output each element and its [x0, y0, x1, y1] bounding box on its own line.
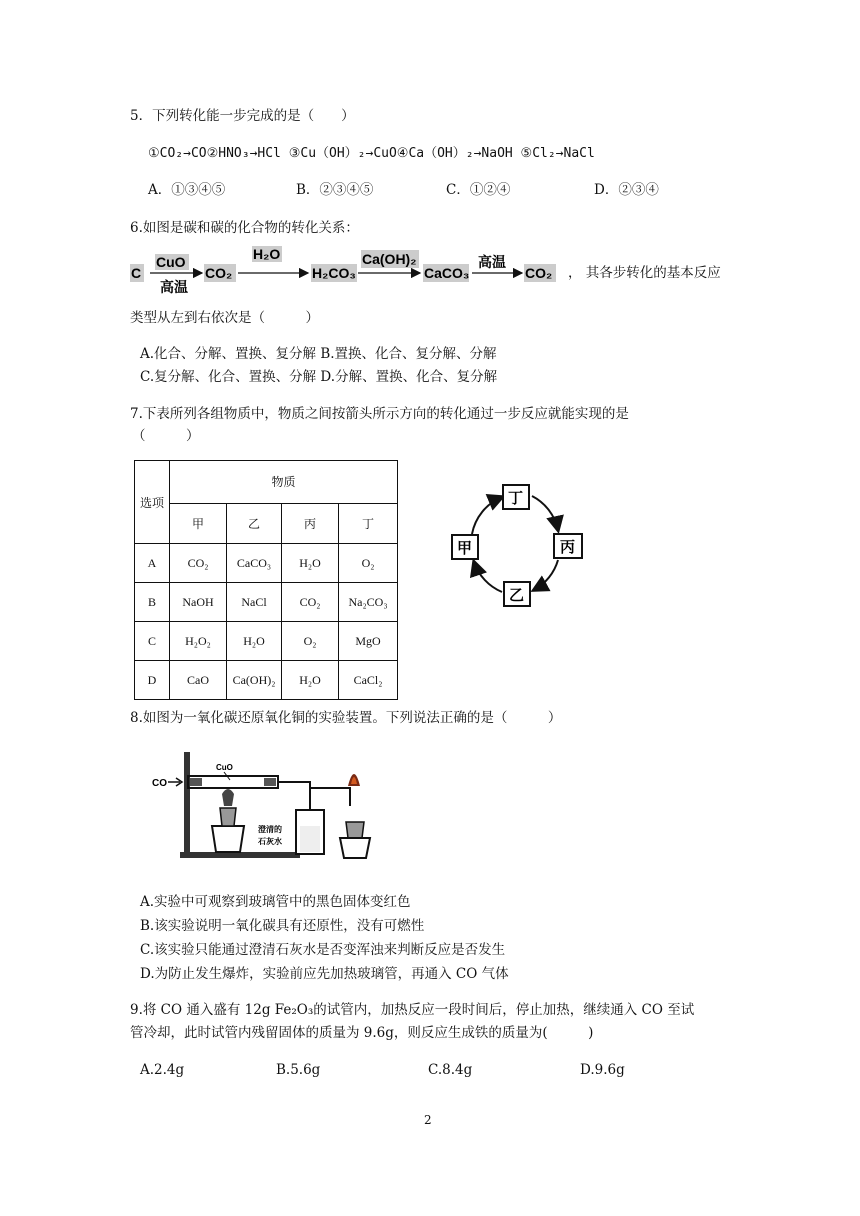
q6-title: 6.如图是碳和碳的化合物的转化关系： [130, 220, 359, 236]
chain-product-1: CO₂ [205, 265, 233, 281]
table-header-bing: 丙 [282, 503, 339, 543]
q7-cycle-diagram [448, 480, 588, 612]
q9-option-c: C.8.4g [428, 1062, 473, 1078]
q8-title: 8.如图为一氧化碳还原氧化铜的实验装置。下列说法正确的是（ ） [130, 710, 562, 726]
table-row [135, 661, 398, 700]
table-cell: CaCO₃ [227, 544, 282, 583]
table-cell: O₂ [339, 544, 398, 583]
q9-title: 9.将 CO 通入盛有 12g Fe₂O₃的试管内，加热反应一段时间后，停止加热，继续通入 CO 至试 [130, 1002, 695, 1018]
table-cell: CaCl₂ [339, 661, 398, 700]
chain-product-3: CaCO₃ [424, 265, 470, 281]
chain-step1-condition: 高温 [160, 279, 188, 295]
bottle-label-line2: 石灰水 [258, 837, 282, 846]
chain-product-4: CO₂ [525, 265, 553, 281]
chain-product-2: H₂CO₃ [312, 265, 356, 281]
row-label: A [135, 544, 170, 583]
gas-in-label: CO [152, 778, 167, 789]
arrow-jia-to-ding [472, 497, 502, 534]
row-label: B [135, 583, 170, 622]
table-cell: H₂O₂ [170, 622, 227, 661]
bottle-label-line1: 澄清的 [258, 825, 282, 834]
table-row [135, 544, 398, 583]
q5-option-d: D．②③④ [594, 182, 659, 198]
reaction-chain-diagram [128, 242, 568, 300]
q9-option-d: D.9.6g [580, 1062, 625, 1078]
table-cell: O₂ [282, 622, 339, 661]
table-cell: CO₂ [282, 583, 339, 622]
table-header-jia: 甲 [170, 503, 227, 543]
table-cell: CO₂ [170, 544, 227, 583]
chain-step2-reagent: H₂O [253, 246, 281, 262]
node-ding: 丁 [508, 489, 524, 507]
q9-title-line2: 管冷却，此时试管内残留固体的质量为 9.6g，则反应生成铁的质量为( ) [130, 1025, 594, 1041]
arrow-bing-to-yi [534, 560, 558, 590]
q6-options-line1: A.化合、分解、置换、复分解 B.置换、化合、复分解、分解 [140, 346, 497, 362]
q6-title-tail: ， 其各步转化的基本反应 [568, 265, 721, 281]
arrow-ding-to-bing [532, 496, 558, 530]
q9-option-b: B.5.6g [276, 1062, 321, 1078]
q5-items: ①CO₂→CO②HNO₃→HCl ③Cu（OH）₂→CuO④Ca（OH）₂→NaOH ⑤Cl₂→NaCl [148, 146, 595, 161]
q5-option-a: A．①③④⑤ [148, 182, 226, 198]
table-header-ding: 丁 [339, 503, 398, 543]
q6-title-line2: 类型从左到右依次是（ ） [130, 310, 319, 326]
q8-option-d: D.为防止发生爆炸，实验前应先加热玻璃管，再通入 CO 气体 [140, 966, 509, 982]
table-cell: H₂O [282, 661, 339, 700]
q5-title: 5．下列转化能一步完成的是（ ） [130, 108, 355, 124]
table-cell: Na₂CO₃ [339, 583, 398, 622]
q9-option-a: A.2.4g [140, 1062, 185, 1078]
node-jia: 甲 [457, 539, 473, 557]
table-row [135, 583, 398, 622]
q5-option-b: B．②③④⑤ [296, 182, 374, 198]
chain-start: C [131, 265, 142, 281]
chain-step3-reagent: Ca(OH)₂ [362, 251, 417, 267]
table-cell: MgO [339, 622, 398, 661]
row-label: C [135, 622, 170, 661]
node-yi: 乙 [509, 586, 525, 604]
table-header-yi: 乙 [227, 503, 282, 543]
arrow-yi-to-jia [474, 562, 502, 592]
q8-option-b: B.该实验说明一氧化碳具有还原性，没有可燃性 [140, 918, 425, 934]
reagent-label: CuO [216, 763, 233, 772]
table-header-substance: 物质 [170, 461, 398, 504]
table-cell: H₂O [227, 622, 282, 661]
q7-title-line2: （ ） [132, 428, 200, 444]
chain-step4-condition: 高温 [478, 254, 506, 270]
table-header-option: 选项 [135, 461, 170, 544]
table-row [135, 622, 398, 661]
q8-option-a: A.实验中可观察到玻璃管中的黑色固体变红色 [140, 894, 411, 910]
q8-option-c: C.该实验只能通过澄清石灰水是否变浑浊来判断反应是否发生 [140, 942, 506, 958]
co-reduction-apparatus [150, 748, 390, 864]
chain-step1-reagent: CuO [156, 254, 186, 270]
q6-options-line2: C.复分解、化合、置换、分解 D.分解、置换、化合、复分解 [140, 369, 498, 385]
table-cell: NaCl [227, 583, 282, 622]
table-cell: Ca(OH)₂ [227, 661, 282, 700]
q5-option-c: C．①②④ [446, 182, 511, 198]
q7-options-table [134, 460, 398, 700]
table-cell: NaOH [170, 583, 227, 622]
table-cell: H₂O [282, 544, 339, 583]
q7-title: 7.下表所列各组物质中，物质之间按箭头所示方向的转化通过一步反应就能实现的是 [130, 406, 629, 422]
table-cell: CaO [170, 661, 227, 700]
node-bing: 丙 [560, 538, 576, 556]
page-number: 2 [424, 1113, 432, 1127]
row-label: D [135, 661, 170, 700]
